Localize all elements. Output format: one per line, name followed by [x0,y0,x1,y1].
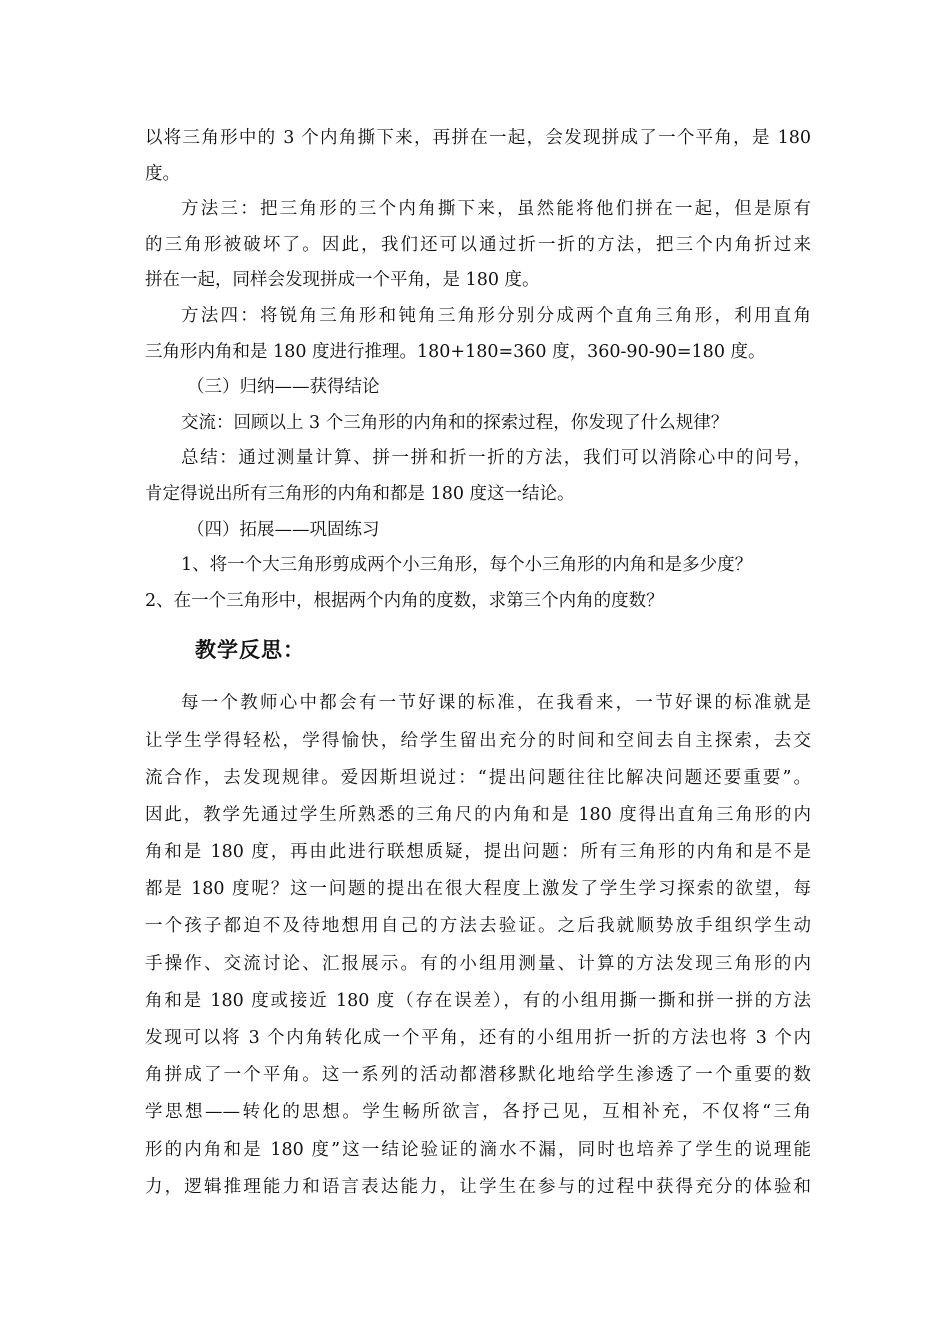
reflection-body [145,685,811,1206]
text-line: 手操作、交流讨论、汇报展示。有的小组用测量、计算的方法发现三角形的内 [145,953,811,974]
text-line: 角和是 180 度或接近 180 度（存在误差），有的小组用撕一撕和拼一拼的方法 [145,990,811,1011]
subsection-title: （三）归纳——获得结论 [187,377,380,398]
text-line: 让学生学得轻松，学得愉快，给学生留出充分的时间和空间去自主探索，去交 [145,730,811,751]
text-line: 角拼成了一个平角。这一系列的活动都潜移默化地给学生渗透了一个重要的数 [145,1065,811,1086]
text-line: 形的内角和是 180 度”这一结论验证的滴水不漏，同时也培养了学生的说理能 [145,1139,811,1160]
text-line: 度。 [145,163,180,184]
text-line: 力，逻辑推理能力和语言表达能力，让学生在参与的过程中获得充分的体验和 [145,1176,811,1197]
document-body [145,121,811,1206]
text-line: 方法四：将锐角三角形和钝角三角形分别分成两个直角三角形，利用直角 [181,305,811,326]
reflection-heading: 教学反思： [195,638,305,663]
text-line: 交流：回顾以上 3 个三角形的内角和的探索过程，你发现了什么规律？ [181,412,729,433]
subsection-title: （四）拓展——巩固练习 [187,519,380,540]
text-line: 肯定得说出所有三角形的内角和都是 180 度这一结论。 [145,483,575,504]
text-line: 拼在一起，同样会发现拼成一个平角，是 180 度。 [145,270,540,291]
text-line: 角和是 180 度，再由此进行联想质疑，提出问题：所有三角形的内角和是不是 [145,842,811,863]
exercise-item: 1、将一个大三角形剪成两个小三角形，每个小三角形的内角和是多少度？ [181,555,753,576]
text-line: 的三角形被破坏了。因此，我们还可以通过折一折的方法，把三个内角折过来 [145,234,811,255]
text-line: 流合作，去发现规律。爱因斯坦说过：“提出问题往往比解决问题还要重要”。 [145,767,811,788]
text-line: 学思想——转化的思想。学生畅所欲言，各抒己见，互相补充，不仅将“三角 [145,1102,811,1123]
text-line: 总结：通过测量计算、拼一拼和折一折的方法，我们可以消除心中的问号， [181,448,811,469]
text-line: 因此，教学先通过学生所熟悉的三角尺的内角和是 180 度得出直角三角形的内 [145,804,811,825]
exercise-item: 2、在一个三角形中，根据两个内角的度数，求第三个内角的度数？ [145,590,664,611]
text-line: 每一个教师心中都会有一节好课的标准，在我看来，一节好课的标准就是 [181,693,811,714]
text-line: 方法三：把三角形的三个内角撕下来，虽然能将他们拼在一起，但是原有 [181,199,811,220]
text-line: 都是 180 度呢？这一问题的提出在很大程度上激发了学生学习探索的欲望，每 [145,879,811,900]
text-line: 发现可以将 3 个内角转化成一个平角，还有的小组用折一折的方法也将 3 个内 [145,1028,811,1048]
text-line: 三角形内角和是 180 度进行推理。180+180=360 度，360-90-90=180 度。 [145,341,766,362]
text-line: 一个孩子都迫不及待地想用自己的方法去验证。之后我就顺势放手组织学生动 [145,916,811,937]
text-line: 以将三角形中的 3 个内角撕下来，再拼在一起，会发现拼成了一个平角，是 180 [145,128,811,148]
